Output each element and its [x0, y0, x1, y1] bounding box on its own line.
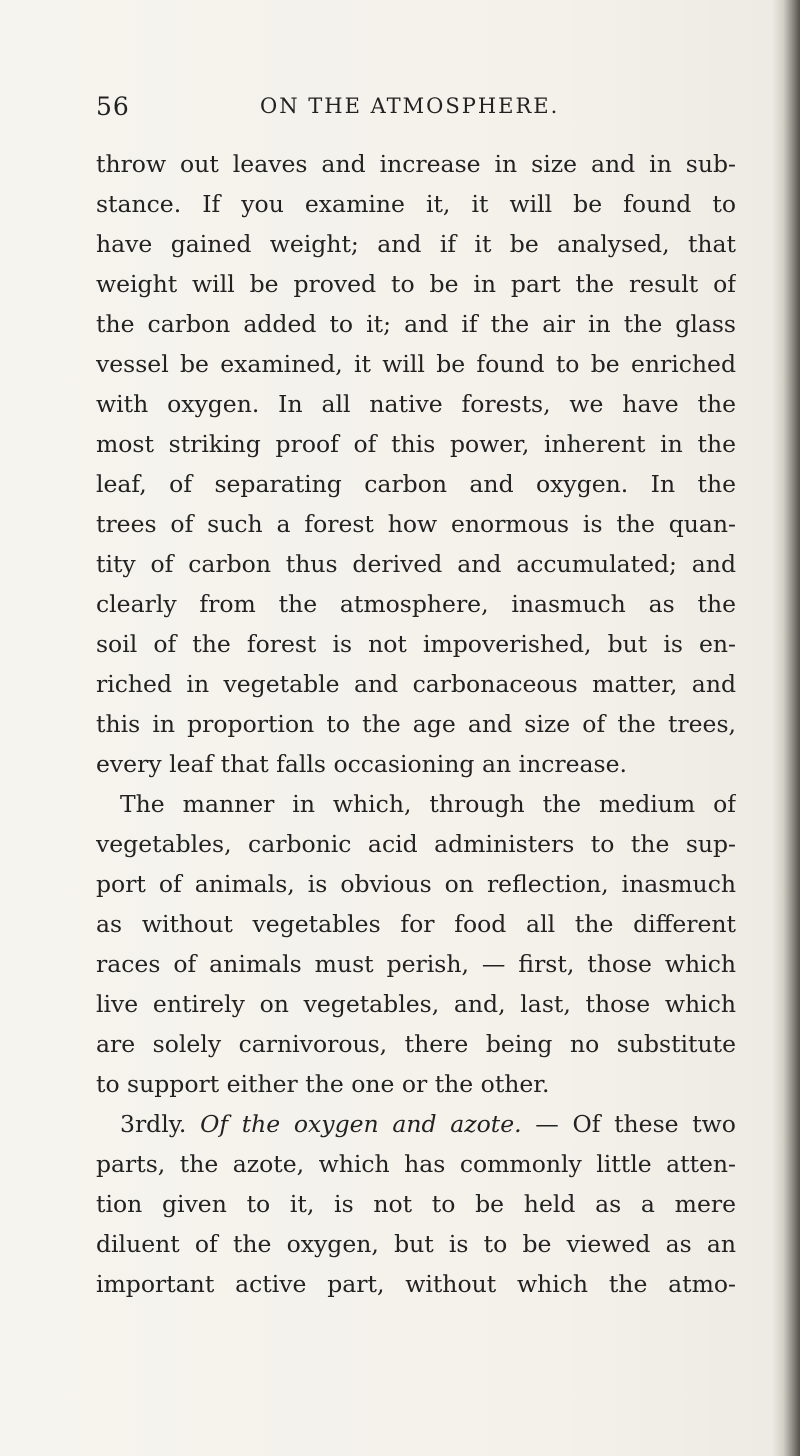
- section-title: Of the oxygen and azote.: [200, 1110, 522, 1138]
- text-line-section: [96, 1104, 736, 1144]
- text-line: leaf, of separating carbon and oxygen. In the: [96, 470, 736, 498]
- text-line: as without vegetables for food all the different: [96, 910, 736, 938]
- running-head: ON THE ATMOSPHERE.: [260, 94, 560, 118]
- body-text: [96, 144, 736, 1304]
- text-line: The manner in which, through the medium of: [120, 790, 736, 818]
- text-line: weight will be proved to be in part the result of: [96, 270, 736, 298]
- text-line: vessel be examined, it will be found to be enriched: [96, 350, 736, 378]
- text-line: clearly from the atmosphere, inasmuch as the: [96, 590, 736, 618]
- text-line: have gained weight; and if it be analysed, that: [96, 230, 736, 258]
- text-line: with oxygen. In all native forests, we have the: [96, 390, 736, 418]
- text-line: are solely carnivorous, there being no substitute: [96, 1030, 736, 1058]
- text-line: parts, the azote, which has commonly little atten-: [96, 1150, 736, 1178]
- text-line: to support either the one or the other.: [96, 1070, 550, 1098]
- text-line: important active part, without which the atmo-: [96, 1270, 736, 1298]
- text-line: soil of the forest is not impoverished, but is en-: [96, 630, 736, 658]
- text-line: stance. If you examine it, it will be found to: [96, 190, 736, 218]
- text-line: riched in vegetable and carbonaceous matter, and: [96, 670, 736, 698]
- text-line: vegetables, carbonic acid administers to the sup-: [96, 830, 736, 858]
- text-line: tion given to it, is not to be held as a mere: [96, 1190, 736, 1218]
- text-line: the carbon added to it; and if the air in the glass: [96, 310, 736, 338]
- text-line: trees of such a forest how enormous is the quan-: [96, 510, 736, 538]
- text-line: tity of carbon thus derived and accumulated; and: [96, 550, 736, 578]
- text-line: throw out leaves and increase in size and in sub-: [96, 150, 736, 178]
- page-header: [96, 92, 732, 132]
- text-line: this in proportion to the age and size of the trees,: [96, 710, 736, 738]
- text-line: live entirely on vegetables, and, last, those which: [96, 990, 736, 1018]
- text-line: port of animals, is obvious on reflection, inasmuch: [96, 870, 736, 898]
- page-number: 56: [96, 92, 130, 121]
- section-lead-text: — Of these two: [535, 1110, 736, 1138]
- text-line: every leaf that falls occasioning an increase.: [96, 750, 627, 778]
- section-number: 3rdly.: [120, 1110, 187, 1138]
- page-edge-shadow: [772, 0, 800, 1456]
- text-line: diluent of the oxygen, but is to be viewed as an: [96, 1230, 736, 1258]
- text-line: races of animals must perish, — first, those which: [96, 950, 736, 978]
- text-line: most striking proof of this power, inherent in the: [96, 430, 736, 458]
